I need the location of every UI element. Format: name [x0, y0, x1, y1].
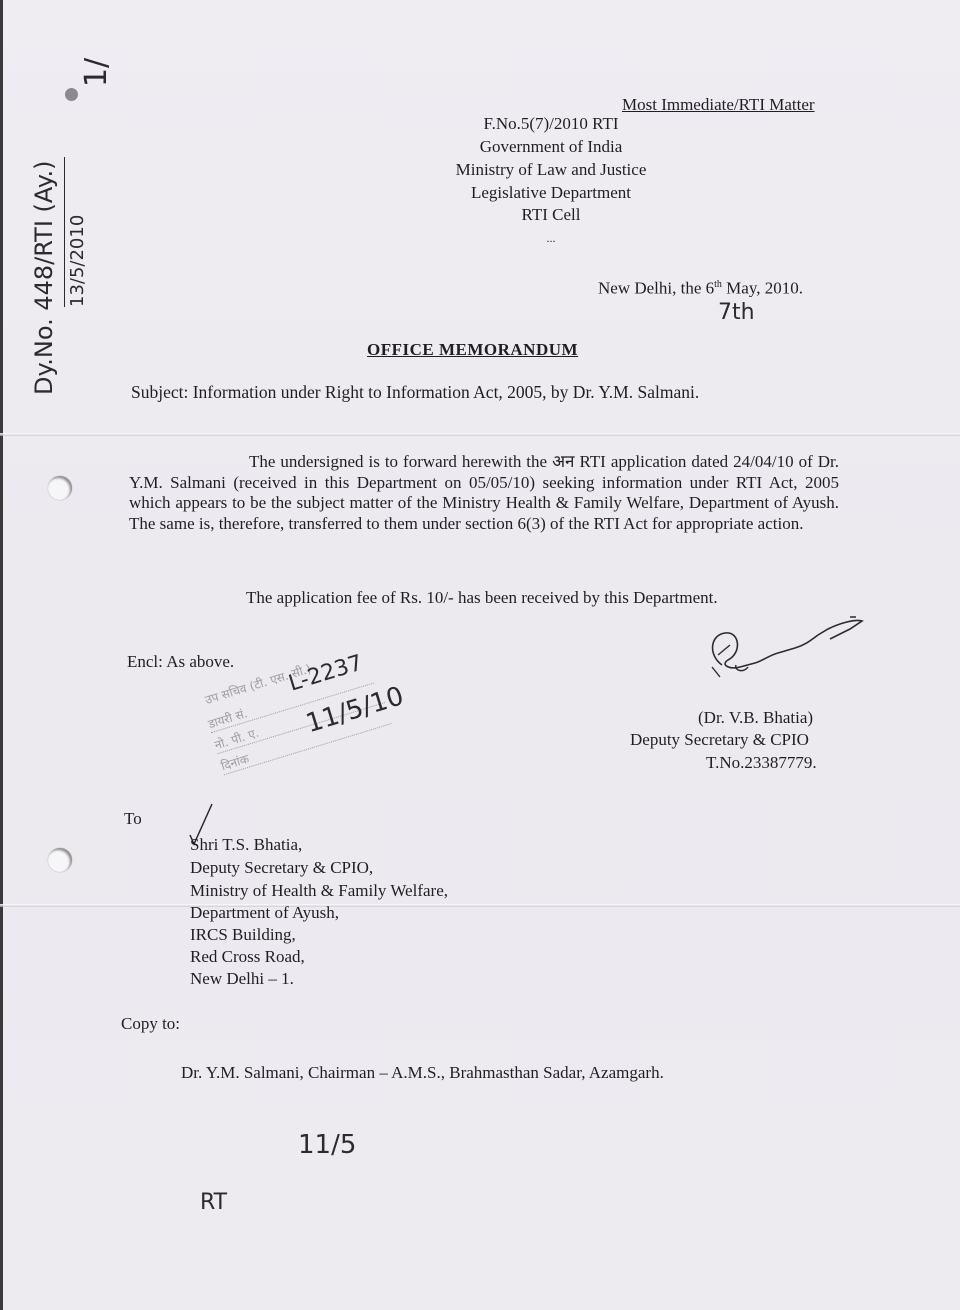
memo-paragraph-1 [129, 452, 839, 534]
margin-diary-date: 13/5/2010 [64, 157, 88, 307]
recipient-line: Ministry of Health & Family Welfare, [190, 881, 448, 900]
date-superscript: th [714, 279, 722, 290]
paragraph-1-text: The undersigned is to forward herewith the अन RTI application dated 24/04/10 of Dr. Y.M. Salmani (received in this Department on 05/05/10) seeking information under RTI Act, 2005 which appears to be the subject matter of the Ministry Health & Family Welfare, Department of Ayush. The same is, therefore, transferred to them under section 6(3) of the RTI Act for appropriate action. [129, 452, 839, 533]
stamp-line-4: दिनांक [219, 707, 392, 775]
stamp-date: 11/5/10 [302, 681, 408, 740]
bottom-handwritten-mark: 11/5 [298, 1130, 357, 1160]
to-label: To [124, 809, 142, 828]
bottom-handwritten-initials: RT [200, 1190, 228, 1215]
fold-line [0, 904, 960, 907]
fold-line [0, 433, 960, 436]
memo-title: OFFICE MEMORANDUM [367, 340, 579, 359]
margin-diary-note [30, 160, 88, 395]
stamp-line-2: डायरी सं. [206, 666, 374, 733]
margin-mark: 1/ [79, 57, 115, 88]
enclosure-note: Encl: As above. [127, 652, 235, 671]
stamp-line-3: नो. पी. ए. [212, 686, 385, 754]
ministry-label: Ministry of Law and Justice [455, 160, 647, 179]
stamp-diary-number: L-2237 [285, 650, 366, 697]
punch-hole [48, 476, 72, 500]
signatory-name: (Dr. V.B. Bhatia) [698, 708, 814, 727]
diary-stamp [185, 604, 433, 793]
date-suffix: May, 2010. [721, 278, 803, 298]
margin-diary-number: Dy.No. 448/RTI (Ay.) [30, 160, 58, 395]
government-label: Government of India [479, 137, 623, 156]
department-label: Legislative Department [470, 183, 632, 202]
recipient-line: Department of Ayush, [190, 903, 340, 922]
stamp-line-1: उप सचिव (टी. एस. सी.) [203, 661, 313, 708]
date-line [598, 275, 803, 299]
scan-edge [0, 0, 3, 1310]
copy-label: Copy to: [121, 1014, 181, 1033]
priority-label: Most Immediate/RTI Matter [622, 95, 815, 114]
recipient-line: Shri T.S. Bhatia, [190, 835, 303, 854]
signature-mark [700, 615, 875, 690]
ink-dot [65, 88, 78, 101]
recipient-line: Red Cross Road, [190, 947, 305, 966]
memo-paragraph-2: The application fee of Rs. 10/- has been received by this Department. [246, 588, 718, 607]
recipient-line: IRCS Building, [190, 925, 296, 944]
recipient-line: Deputy Secretary & CPIO, [190, 858, 374, 877]
recipient-line: New Delhi – 1. [190, 969, 294, 988]
signatory-phone: T.No.23387779. [706, 753, 817, 772]
date-correction-mark: 7th [718, 300, 755, 325]
header-ellipsis: ... [546, 231, 556, 245]
copy-recipient: Dr. Y.M. Salmani, Chairman – A.M.S., Brahmasthan Sadar, Azamgarh. [181, 1063, 664, 1082]
signatory-designation: Deputy Secretary & CPIO [630, 730, 809, 749]
memo-subject: Subject: Information under Right to Information Act, 2005, by Dr. Y.M. Salmani. [131, 382, 700, 402]
cell-label: RTI Cell [521, 205, 581, 224]
file-number: F.No.5(7)/2010 RTI [483, 114, 619, 133]
date-prefix: New Delhi, the 6 [598, 278, 715, 298]
punch-hole [48, 848, 72, 872]
